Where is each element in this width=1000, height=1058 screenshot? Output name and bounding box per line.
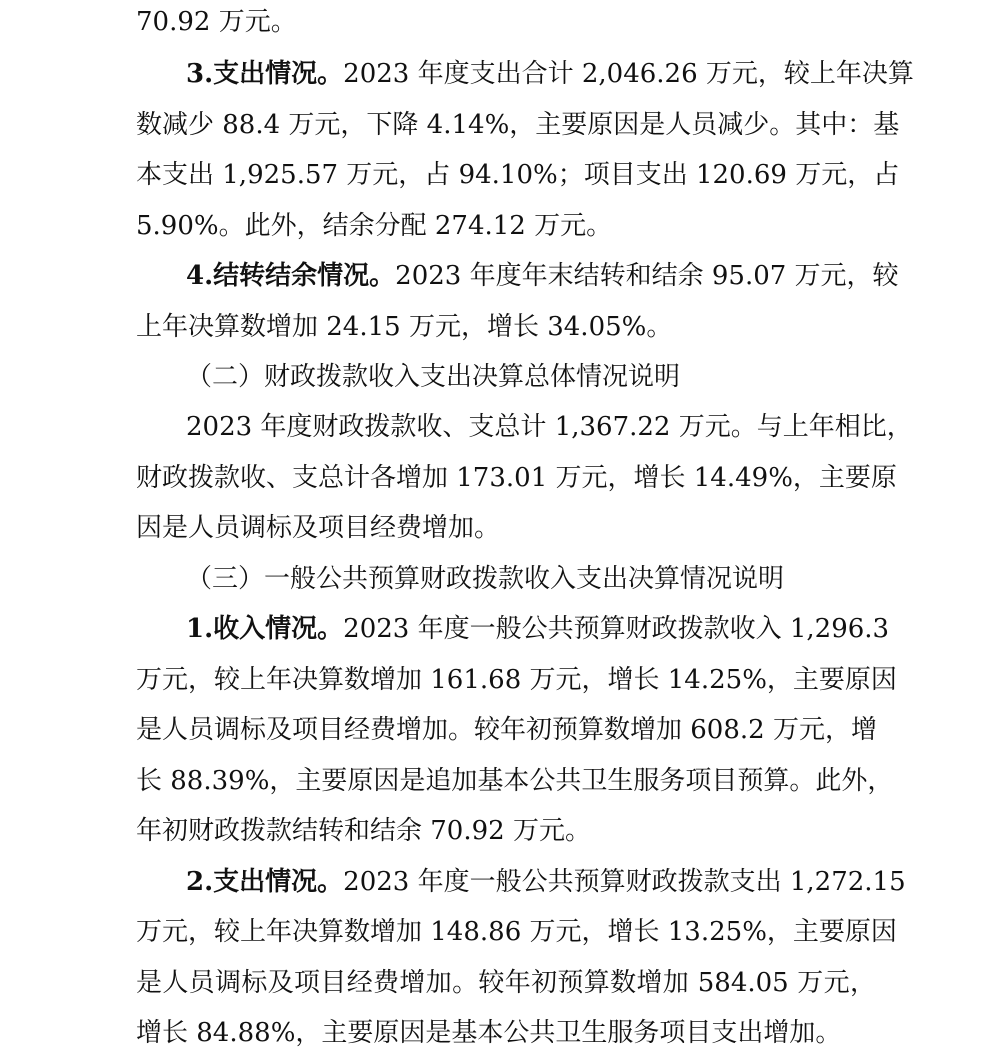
text-line: 是人员调标及项目经费增加。较年初预算数增加 608.2 万元，增: [136, 715, 877, 745]
text-line: 5.90%。此外，结余分配 274.12 万元。: [136, 211, 613, 241]
text-line: 2023 年度财政拨款收、支总计 1,367.22 万元。与上年相比，: [186, 412, 913, 442]
paragraph-general-expense-heading-line: 2.支出情况。2023 年度一般公共预算财政拨款支出 1,272.15: [186, 867, 906, 897]
text-line: 上年决算数增加 24.15 万元，增长 34.05%。: [136, 312, 673, 342]
text-line: 70.92 万元。: [136, 7, 297, 37]
paragraph-carryover-heading-line: 4.结转结余情况。2023 年度年末结转和结余 95.07 万元，较: [186, 261, 899, 291]
paragraph-expense-heading-line: 3.支出情况。2023 年度支出合计 2,046.26 万元，较上年决算: [186, 59, 914, 89]
paragraph-income-heading-line: 1.收入情况。2023 年度一般公共预算财政拨款收入 1,296.3: [186, 614, 890, 644]
section-heading-two: （二）财政拨款收入支出决算总体情况说明: [186, 362, 681, 392]
text-line: 本支出 1,925.57 万元，占 94.10%；项目支出 120.69 万元，占: [136, 160, 900, 190]
text-line: 是人员调标及项目经费增加。较年初预算数增加 584.05 万元，: [136, 968, 876, 998]
text-line: 万元，较上年决算数增加 161.68 万元，增长 14.25%，主要原因: [136, 665, 897, 695]
section-lead-carryover: 4.结转结余情况。: [186, 261, 396, 291]
section-lead-income: 1.收入情况。: [186, 614, 344, 644]
section-lead-expense: 3.支出情况。: [186, 59, 344, 89]
text-line: 长 88.39%，主要原因是追加基本公共卫生服务项目预算。此外，: [136, 766, 894, 796]
text-line: 万元，较上年决算数增加 148.86 万元，增长 13.25%，主要原因: [136, 917, 897, 947]
text-line: 财政拨款收、支总计各增加 173.01 万元，增长 14.49%，主要原: [136, 463, 897, 493]
text-line: 年初财政拨款结转和结余 70.92 万元。: [136, 816, 591, 846]
section-heading-three: （三）一般公共预算财政拨款收入支出决算情况说明: [186, 564, 785, 594]
text-line: 增长 84.88%，主要原因是基本公共卫生服务项目支出增加。: [136, 1018, 842, 1048]
section-lead-general-expense: 2.支出情况。: [186, 867, 344, 897]
text-line: 因是人员调标及项目经费增加。: [136, 513, 501, 543]
text-line: 数减少 88.4 万元，下降 4.14%，主要原因是人员减少。其中：基: [136, 110, 900, 140]
